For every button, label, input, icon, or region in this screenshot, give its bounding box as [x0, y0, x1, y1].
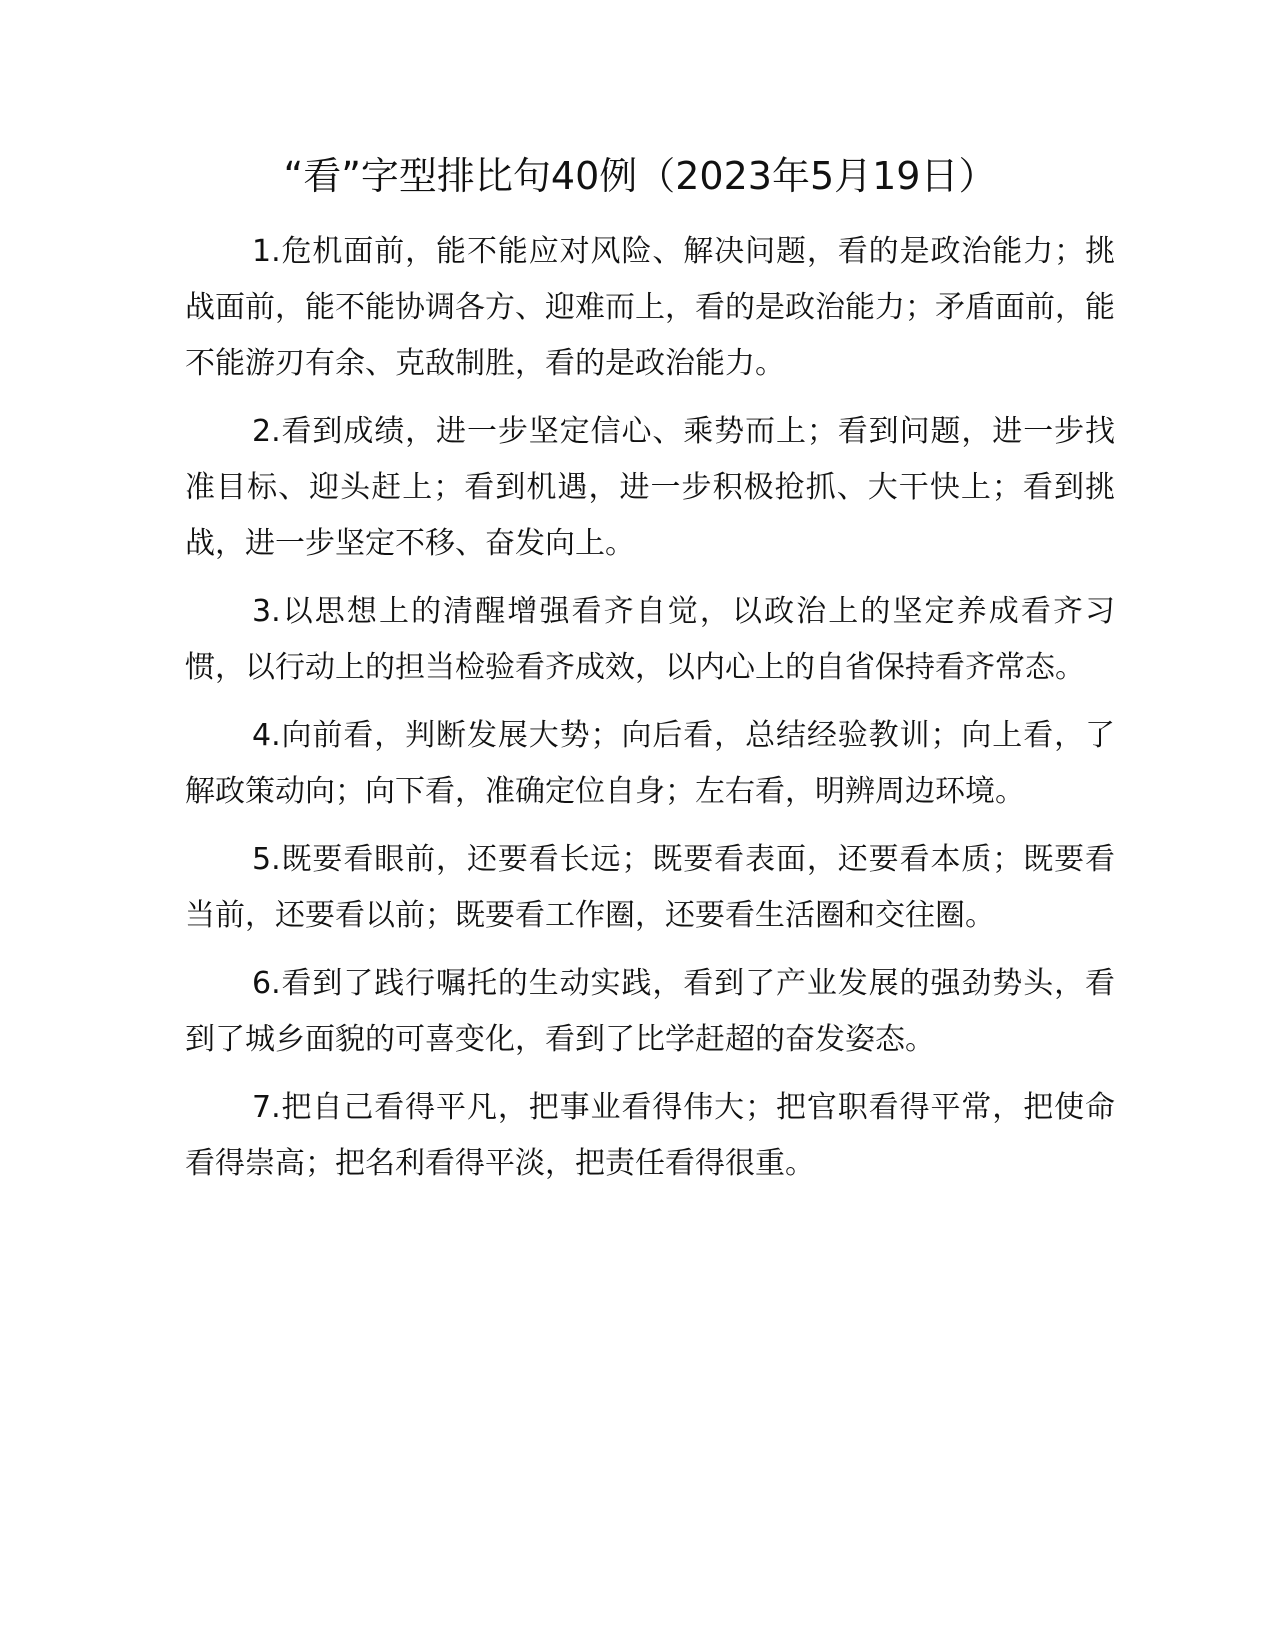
paragraph-4: 4.向前看，判断发展大势；向后看，总结经验教训；向上看，了解政策动向；向下看，准确定位自身；左右看，明辨周边环境。 — [185, 718, 1115, 809]
paragraph-6: 6.看到了践行嘱托的生动实践，看到了产业发展的强劲势头，看到了城乡面貌的可喜变化，看到了比学赶超的奋发姿态。 — [185, 966, 1115, 1057]
paragraph-5: 5.既要看眼前，还要看长远；既要看表面，还要看本质；既要看当前，还要看以前；既要看工作圈，还要看生活圈和交往圈。 — [185, 842, 1115, 933]
paragraph-3: 3.以思想上的清醒增强看齐自觉，以政治上的坚定养成看齐习惯，以行动上的担当检验看齐成效，以内心上的自省保持看齐常态。 — [185, 594, 1115, 685]
document-body — [185, 224, 1115, 1204]
document-title: “看”字型排比句40例（2023年5月19日） — [283, 154, 997, 198]
paragraph-2: 2.看到成绩，进一步坚定信心、乘势而上；看到问题，进一步找准目标、迎头赶上；看到机遇，进一步积极抢抓、大干快上；看到挑战，进一步坚定不移、奋发向上。 — [185, 414, 1115, 561]
paragraph-7: 7.把自己看得平凡，把事业看得伟大；把官职看得平常，把使命看得崇高；把名利看得平淡，把责任看得很重。 — [185, 1090, 1115, 1181]
paragraph-1: 1.危机面前，能不能应对风险、解决问题，看的是政治能力；挑战面前，能不能协调各方、迎难而上，看的是政治能力；矛盾面前，能不能游刃有余、克敌制胜，看的是政治能力。 — [185, 234, 1115, 381]
